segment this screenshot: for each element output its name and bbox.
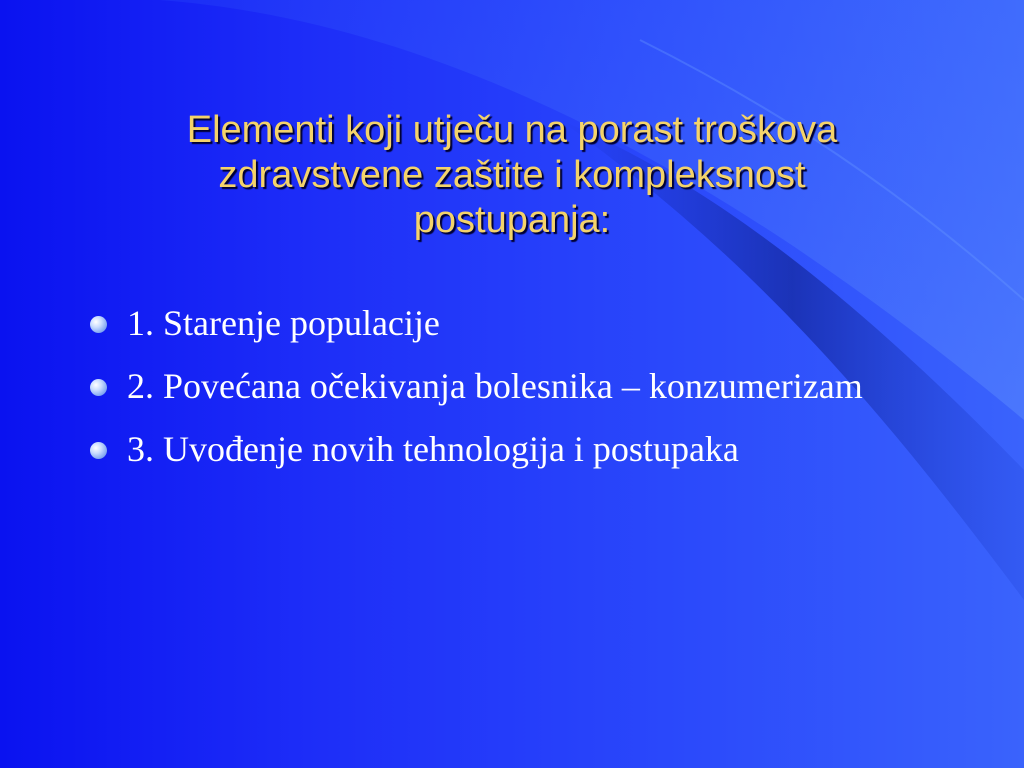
bullet-text-3: 3. Uvođenje novih tehnologija i postupaka bbox=[127, 429, 739, 469]
bullet-text-1: 1. Starenje populacije bbox=[127, 303, 440, 343]
bullet-item-3 bbox=[90, 422, 950, 477]
slide-title bbox=[70, 108, 954, 243]
bullet-text-2: 2. Povećana očekivanja bolesnika – konzumerizam bbox=[127, 366, 863, 406]
slide-title-line-2: zdravstvene zaštite i kompleksnost bbox=[218, 154, 806, 196]
bullet-item-2 bbox=[90, 359, 950, 414]
bullet-dot-icon bbox=[90, 316, 107, 333]
slide-title-line-3: postupanja: bbox=[413, 199, 611, 241]
bullet-list bbox=[90, 296, 950, 485]
slide-title-line-1: Elementi koji utječu na porast troškova bbox=[186, 109, 838, 151]
bullet-dot-icon bbox=[90, 379, 107, 396]
bullet-dot-icon bbox=[90, 442, 107, 459]
bullet-item-1 bbox=[90, 296, 950, 351]
